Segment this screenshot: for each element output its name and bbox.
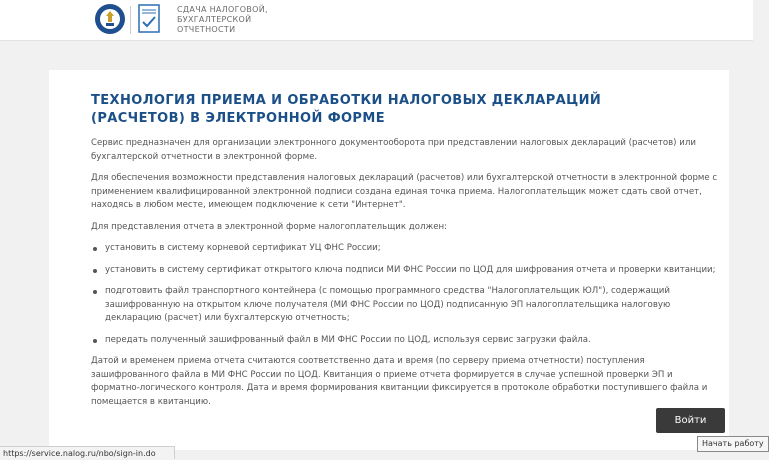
logo-line: СДАЧА НАЛОГОВОЙ, bbox=[177, 5, 268, 14]
page-title: ТЕХНОЛОГИЯ ПРИЕМА И ОБРАБОТКИ НАЛОГОВЫХ ДЕКЛАРАЦИЙ (РАСЧЕТОВ) В ЭЛЕКТРОННОЙ ФОРМЕ bbox=[91, 93, 602, 126]
list-item-text: передать полученный зашифрованный файл в МИ ФНС России по ЦОД, используя сервис загрузки файла. bbox=[105, 334, 591, 345]
document-check-icon[interactable] bbox=[137, 4, 161, 34]
requirements-list bbox=[91, 242, 721, 347]
fns-emblem-icon[interactable] bbox=[95, 4, 125, 34]
bullet-dot-icon bbox=[93, 290, 97, 294]
paragraph: Для представления отчета в электронной форме налогоплательщик должен: bbox=[91, 221, 448, 232]
list-item-text: подготовить файл транспортного контейнера (с помощью программного средства "Налогоплательщик ЮЛ"), содержащий зашифрованную на открытом ключе получателя (МИ ФНС России по ЦОД) подписанную ЭП налогоплательщика налоговую декларацию (расчет) или бухгалтерскую отчетность; bbox=[105, 286, 671, 323]
site-logo-text[interactable] bbox=[177, 5, 297, 35]
list-item-text: установить в систему корневой сертификат УЦ ФНС России; bbox=[105, 243, 381, 253]
list-item bbox=[91, 242, 721, 256]
list-item bbox=[91, 264, 721, 278]
login-tooltip: Начать работу bbox=[697, 436, 769, 452]
main-content bbox=[49, 70, 729, 450]
list-item bbox=[91, 334, 721, 348]
login-button[interactable]: Войти bbox=[656, 408, 725, 433]
site-header bbox=[0, 0, 753, 41]
list-item-text: установить в систему сертификат открытого ключа подписи МИ ФНС России по ЦОД для шифрования отчета и проверки квитанции; bbox=[105, 264, 716, 275]
paragraph: Сервис предназначен для организации электронного документооборота при представлении налоговых деклараций (расчетов) или бухгалтерской отчетности в электронной форме. bbox=[91, 138, 696, 162]
logo-line: БУХГАЛТЕРСКОЙ bbox=[177, 15, 252, 24]
paragraph: Датой и временем приема отчета считаются соответственно дата и время (по серверу приема отчетности) поступления зашифрованного файла в МИ ФНС России по ЦОД. Квитанция о приеме отчета формируется в случае успешной проверки ЭП и форматно-логического контроля. Дата и время формирования квитанции фиксируется в протоколе обработки поступившего файла и помещается в квитанцию. bbox=[91, 356, 708, 407]
bullet-dot-icon bbox=[93, 269, 97, 273]
status-bar-url: https://service.nalog.ru/nbo/sign-in.do bbox=[0, 446, 175, 459]
bullet-dot-icon bbox=[93, 247, 97, 251]
paragraph: Для обеспечения возможности представления налоговых деклараций (расчетов) или бухгалтерской отчетности в электронной форме с применением квалифицированной электронной подписи создана единая точка приема. Налогоплательщик может сдать свой отчет, находясь в любом месте, имеющем подключение к сети "Интернет". bbox=[91, 173, 718, 210]
bullet-dot-icon bbox=[93, 339, 97, 343]
description-text bbox=[91, 137, 721, 417]
logo-line: ОТЧЕТНОСТИ bbox=[177, 25, 236, 34]
logo-divider bbox=[130, 6, 131, 34]
list-item bbox=[91, 285, 721, 326]
